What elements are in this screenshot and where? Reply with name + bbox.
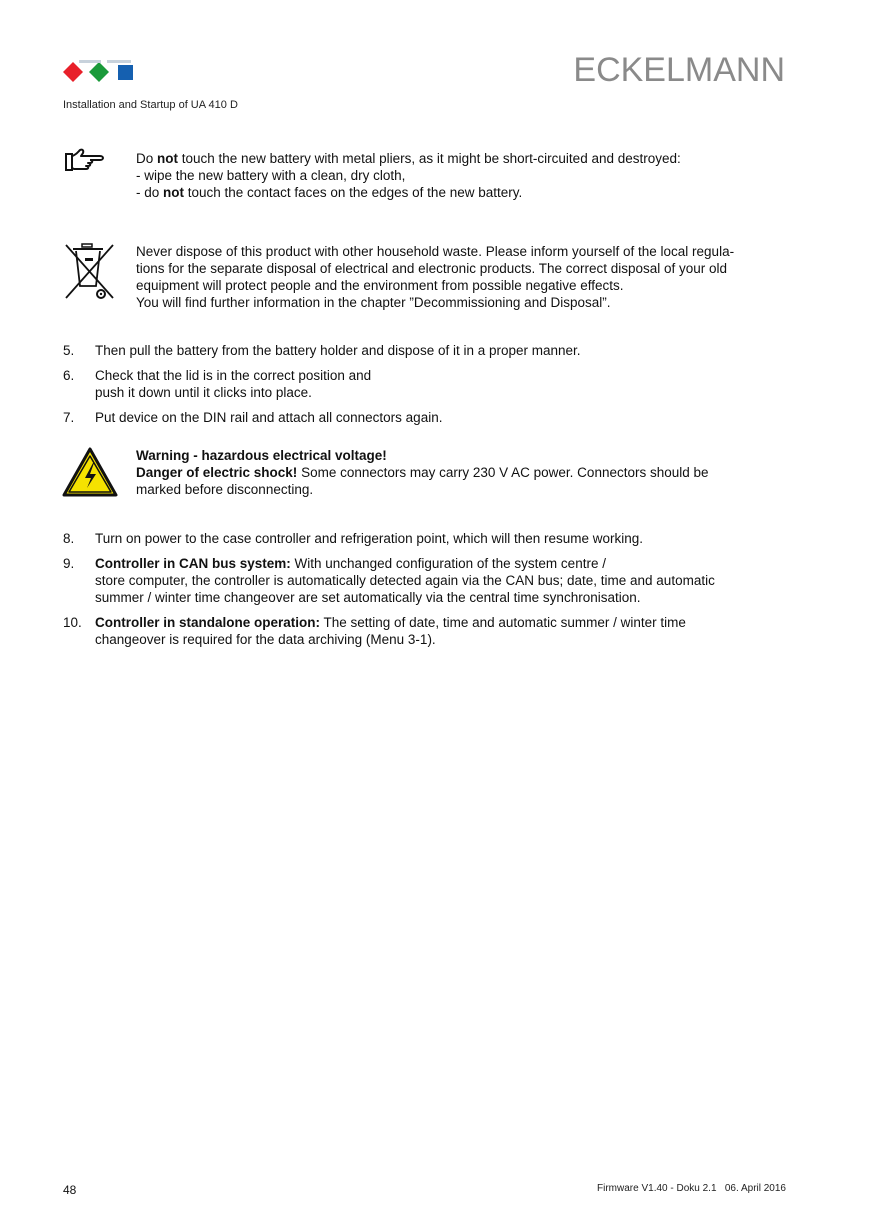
text: The setting of date, time and automatic summer / winter time [320, 615, 686, 630]
disposal-note [136, 243, 796, 311]
text: Some connectors may carry 230 V AC power. Connectors should be [297, 465, 709, 480]
text: - do [136, 185, 164, 200]
warning-title [136, 447, 796, 464]
step-text: Check that the lid is in the correct position and [95, 368, 372, 383]
note-line: Never dispose of this product with other household waste. Please inform yourself of the local regula- [136, 244, 735, 259]
step-text: summer / winter time changeover are set automatically via the central time synchronisation. [95, 590, 641, 605]
list-item [63, 367, 798, 401]
steps-list [63, 342, 798, 434]
text: touch the contact faces on the edges of the new battery. [184, 185, 523, 200]
emphasis: Controller in CAN bus system: [95, 556, 291, 571]
text: Warning - hazardous electrical voltage! [136, 448, 387, 463]
step-number: 10. [63, 615, 82, 630]
step-text: Put device on the DIN rail and attach all connectors again. [95, 410, 443, 425]
emphasis: not [163, 185, 185, 200]
note-line: equipment will protect people and the environment from possible negative effects. [136, 278, 624, 293]
pointing-hand-icon [64, 148, 106, 174]
step-text: Turn on power to the case controller and refrigeration point, which will then resume working. [95, 531, 644, 546]
text: With unchanged configuration of the system centre / [290, 556, 606, 571]
step-text: store computer, the controller is automatically detected again via the CAN bus; date, time and automatic [95, 573, 715, 588]
steps-list [63, 530, 798, 656]
battery-handling-note [136, 150, 796, 201]
eckelmann-logo-icon [63, 60, 135, 84]
step-text [95, 555, 798, 572]
note-line [136, 464, 796, 481]
step-text: Then pull the battery from the battery holder and dispose of it in a proper manner. [95, 343, 581, 358]
step-number: 6. [63, 368, 75, 383]
step-number: 8. [63, 531, 75, 546]
list-item [63, 530, 798, 547]
brand-name: ECKELMANN [573, 51, 785, 89]
note-line [136, 150, 796, 167]
list-item [63, 555, 798, 606]
step-text: push it down until it clicks into place. [95, 385, 312, 400]
high-voltage-warning-icon [62, 447, 118, 497]
list-item [63, 614, 798, 648]
list-item [63, 409, 798, 426]
note-line: marked before disconnecting. [136, 482, 314, 497]
step-number: 7. [63, 410, 75, 425]
list-item [63, 342, 798, 359]
emphasis: Danger of electric shock! [136, 465, 298, 480]
emphasis: Controller in standalone operation: [95, 615, 321, 630]
step-text: changeover is required for the data archiving (Menu 3-1). [95, 632, 436, 647]
step-number: 5. [63, 343, 75, 358]
step-number: 9. [63, 556, 75, 571]
note-line: - wipe the new battery with a clean, dry cloth, [136, 168, 406, 183]
footer-version: Firmware V1.40 - Doku 2.1 06. April 2016 [597, 1183, 786, 1194]
text: touch the new battery with metal pliers, as it might be short-circuited and destroyed: [178, 151, 681, 166]
note-line: You will find further information in the chapter ”Decommissioning and Disposal”. [136, 295, 611, 310]
note-line [136, 184, 796, 201]
text: Do [136, 151, 158, 166]
step-text [95, 614, 798, 631]
document-title: Installation and Startup of UA 410 D [63, 99, 238, 111]
crossed-bin-icon [63, 242, 117, 300]
emphasis: not [157, 151, 179, 166]
page-number: 48 [63, 1183, 77, 1197]
voltage-warning [136, 447, 796, 498]
note-line: tions for the separate disposal of electrical and electronic products. The correct disposal of your old [136, 261, 728, 276]
